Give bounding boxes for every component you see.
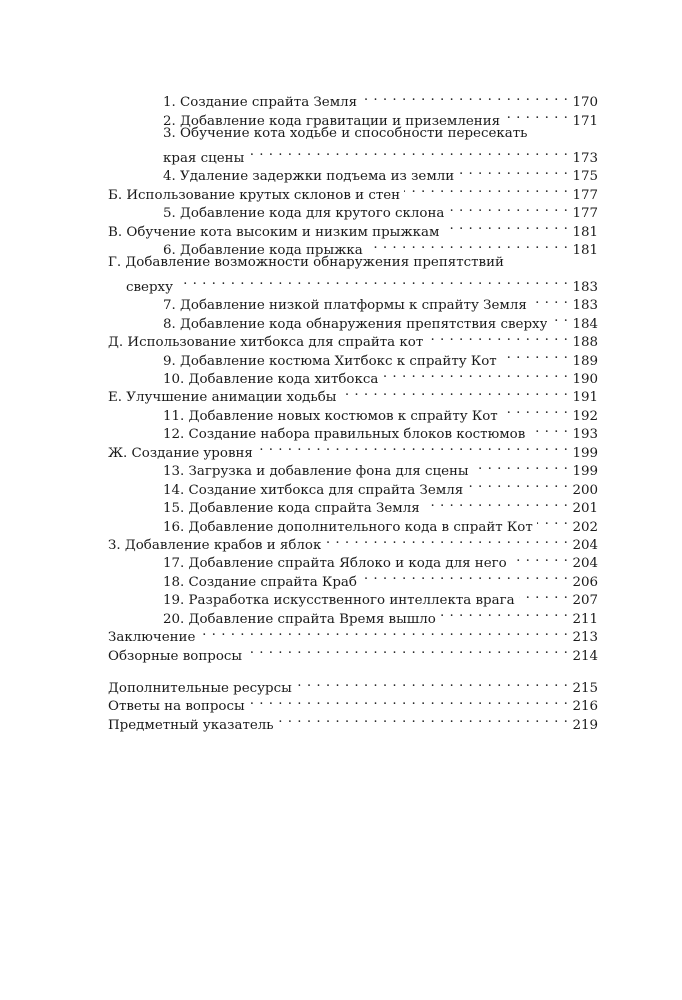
toc-entry: [108, 88, 598, 111]
toc-entry-page-number: 199: [572, 464, 598, 480]
toc-dot-leader: [424, 494, 569, 512]
toc-dot-leader: [458, 162, 568, 180]
toc-dot-leader: [325, 531, 568, 549]
toc-entry-page-number: 204: [572, 556, 598, 572]
toc-entry-page-number: 177: [572, 206, 598, 222]
toc-entry-page-number: 188: [572, 335, 598, 351]
toc-entry-title: сверху: [126, 279, 173, 295]
toc-entry-page-number: 215: [572, 681, 598, 696]
toc-entry-title: Заключение: [108, 630, 196, 646]
toc-entry-title: 9. Добавление костюма Хитбокс к спрайту Кот: [163, 353, 497, 369]
table-of-contents: [108, 88, 598, 733]
toc-entry-title: Ж. Создание уровня: [108, 445, 253, 461]
toc-entry-page-number: 214: [572, 648, 598, 664]
toc-dot-leader: [501, 346, 569, 364]
toc-dot-leader: [296, 674, 569, 692]
toc-entry-title: 11. Добавление новых костюмов к спрайту Кот: [163, 408, 498, 424]
toc-entry-page-number: 184: [572, 316, 598, 332]
toc-entry-page-number: 173: [572, 150, 598, 166]
toc-entry-page-number: 181: [572, 224, 598, 240]
toc-entry-page-number: 183: [572, 279, 598, 295]
toc-entry-page-number: 189: [572, 353, 598, 369]
toc-entry: [108, 254, 598, 272]
toc-entry-title: 16. Добавление дополнительного кода в спрайт Кот: [163, 519, 533, 535]
toc-entry-page-number: 177: [572, 187, 598, 203]
toc-dot-leader: [448, 199, 568, 217]
toc-entry-title: Дополнительные ресурсы: [108, 681, 292, 696]
toc-entry: [108, 125, 598, 143]
toc-dot-leader: [427, 328, 568, 346]
toc-dot-leader: [340, 383, 568, 401]
toc-dot-leader: [511, 549, 569, 567]
toc-entry-page-number: 202: [572, 519, 598, 535]
toc-entry-title: В. Обучение кота высоким и низким прыжкам: [108, 224, 440, 240]
toc-entry-page-number: 200: [572, 482, 598, 498]
toc-dot-leader: [502, 401, 569, 419]
toc-entry-page-number: 219: [572, 717, 598, 733]
toc-entry-title: 3. Обучение кота ходьбе и способности пересекать: [163, 125, 528, 141]
toc-dot-leader: [257, 438, 569, 456]
toc-entry-title: 12. Создание набора правильных блоков костюмов: [163, 427, 526, 443]
toc-entry-title: Д. Использование хитбокса для спрайта кот: [108, 335, 424, 351]
toc-entry: [108, 272, 598, 295]
toc-entry-title: 14. Создание хитбокса для спрайта Земля: [163, 482, 464, 498]
toc-dot-leader: [249, 692, 569, 710]
toc-dot-leader: [551, 309, 568, 327]
toc-dot-leader: [529, 420, 568, 438]
toc-dot-leader: [531, 291, 569, 309]
toc-dot-leader: [361, 88, 568, 106]
toc-dot-leader: [537, 512, 569, 530]
toc-entry-page-number: 211: [572, 611, 598, 627]
toc-entry: [108, 291, 598, 314]
toc-entry-title: 4. Удаление задержки подъема из земли: [163, 169, 455, 185]
toc-dot-leader: [440, 604, 569, 622]
toc-back-matter-list: [108, 674, 598, 733]
toc-entry-page-number: 206: [572, 574, 598, 590]
toc-dot-leader: [473, 457, 569, 475]
toc-entry-title: 19. Разработка искусственного интеллекта врага: [163, 593, 515, 609]
toc-entry-page-number: 191: [572, 390, 598, 406]
toc-entry-title: Ответы на вопросы: [108, 699, 245, 715]
toc-entry-title: 13. Загрузка и добавление фона для сцены: [163, 464, 469, 480]
toc-entry-page-number: 192: [572, 408, 598, 424]
toc-entry-title: 7. Добавление низкой платформы к спрайту Земля: [163, 298, 527, 314]
toc-entry-title: 15. Добавление кода спрайта Земля: [163, 501, 420, 517]
toc-entry-title: Б. Использование крутых склонов и стен: [108, 187, 401, 203]
toc-entry-page-number: 190: [572, 372, 598, 387]
toc-entry-title: З. Добавление крабов и яблок: [108, 537, 322, 553]
toc-entry-title: 6. Добавление кода прыжка: [163, 242, 363, 258]
toc-entry-page-number: 170: [572, 95, 598, 111]
toc-entry-title: 20. Добавление спрайта Время вышло: [163, 611, 436, 627]
toc-dot-leader: [382, 365, 568, 383]
toc-dot-leader: [199, 623, 568, 641]
toc-entry: [108, 143, 598, 166]
toc-entry-title: 17. Добавление спрайта Яблоко и кода для него: [163, 556, 507, 572]
toc-dot-leader: [361, 567, 568, 585]
toc-dot-leader: [246, 641, 568, 659]
toc-main-list: [108, 88, 598, 664]
toc-entry: [108, 674, 598, 696]
toc-dot-leader: [467, 475, 568, 493]
toc-entry-page-number: 193: [572, 427, 598, 443]
toc-entry-title: края сцены: [163, 150, 245, 166]
toc-entry-title: Г. Добавление возможности обнаружения препятствий: [108, 254, 504, 270]
toc-dot-leader: [504, 106, 568, 124]
toc-entry-page-number: 213: [572, 630, 598, 646]
toc-entry-page-number: 207: [572, 593, 598, 609]
toc-entry-title: 1. Создание спрайта Земля: [163, 95, 358, 111]
toc-entry-page-number: 171: [572, 113, 598, 129]
toc-entry-title: 10. Добавление кода хитбокса: [163, 372, 379, 387]
toc-entry-title: Е. Улучшение анимации ходьбы: [108, 390, 337, 406]
toc-dot-leader: [443, 217, 568, 235]
toc-dot-leader: [519, 586, 569, 604]
toc-entry-title: 8. Добавление кода обнаружения препятствия сверху: [163, 316, 548, 332]
toc-entry-title: Обзорные вопросы: [108, 648, 243, 664]
toc-entry-page-number: 199: [572, 445, 598, 461]
toc-entry-page-number: 183: [572, 298, 598, 314]
toc-dot-leader: [248, 143, 568, 161]
toc-entry-page-number: 175: [572, 169, 598, 185]
toc-entry-page-number: 201: [572, 501, 598, 517]
toc-entry-title: 18. Создание спрайта Краб: [163, 574, 357, 590]
toc-entry-page-number: 216: [572, 699, 598, 715]
toc-dot-leader: [367, 236, 569, 254]
toc-dot-leader: [278, 710, 569, 728]
toc-entry-title: 5. Добавление кода для крутого склона: [163, 206, 445, 222]
toc-dot-leader: [404, 180, 568, 198]
toc-entry-page-number: 181: [572, 242, 598, 258]
toc-entry-title: Предметный указатель: [108, 717, 274, 733]
toc-dot-leader: [177, 272, 568, 290]
toc-entry-title: 2. Добавление кода гравитации и приземления: [163, 113, 501, 129]
toc-entry-page-number: 204: [572, 537, 598, 553]
